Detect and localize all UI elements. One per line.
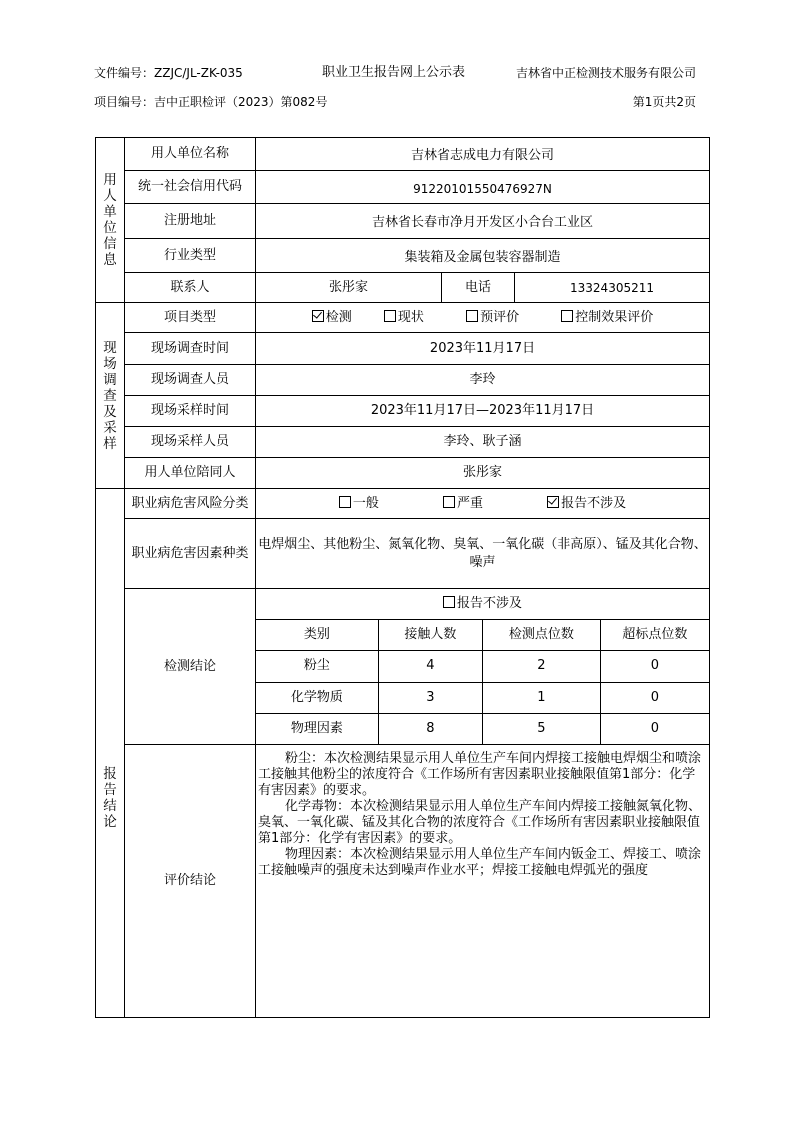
page-indicator: 第1页共2页 [632,95,696,109]
company-name: 吉林省中正检测技术服务有限公司 [515,66,696,80]
risk-classification-options [256,489,710,519]
risk-option-not-involved[interactable]: 报告不涉及 [547,496,626,512]
employer-name: 吉林省志成电力有限公司 [256,138,710,171]
disclosure-table [95,137,710,1018]
hazard-types-label: 职业病危害因素种类 [125,519,256,589]
checkbox-icon [339,496,351,508]
section-report: 报告结论 [96,489,125,1018]
evaluation-conclusion-label: 评价结论 [125,745,256,1018]
sampling-time: 2023年11月17日—2023年11月17日 [256,396,710,427]
phone-label: 电话 [442,273,515,303]
table-row [256,713,709,744]
address-label: 注册地址 [125,204,256,239]
table-header: 接触人数 [378,620,482,651]
project-type-label: 项目类型 [125,303,256,333]
detection-conclusion [256,589,710,745]
section-employer: 用人单位信息 [96,138,125,303]
type-option-detection[interactable]: 检测 [312,310,352,326]
table-cell: 物理因素 [256,713,378,744]
risk-classification-label: 职业病危害风险分类 [125,489,256,519]
escort: 张彤家 [256,458,710,489]
detection-not-involved[interactable]: 报告不涉及 [256,589,709,620]
project-type-options [256,303,710,333]
surveyor-label: 现场调查人员 [125,365,256,396]
sampling-time-label: 现场采样时间 [125,396,256,427]
checkbox-icon [466,310,478,322]
table-header: 类别 [256,620,378,651]
type-option-pre-evaluation[interactable]: 预评价 [466,310,519,326]
contact-label: 联系人 [125,273,256,303]
type-option-status[interactable]: 现状 [384,310,424,326]
evaluation-paragraph: 化学毒物：本次检测结果显示用人单位生产车间内焊接工接触氮氧化物、臭氧、一氧化碳、锰及其化合物的浓度符合《工作场所有害因素职业接触限值第1部分：化学有害因素》的要求。 [258,799,702,846]
table-cell: 化学物质 [256,682,378,713]
document-title: 职业卫生报告网上公示表 [322,65,466,80]
risk-option-severe[interactable]: 严重 [443,496,483,512]
survey-time-label: 现场调查时间 [125,333,256,365]
survey-time: 2023年11月17日 [256,333,710,365]
table-cell: 1 [483,682,601,713]
address: 吉林省长春市净月开发区小合台工业区 [256,204,710,239]
checkbox-icon [443,596,455,608]
industry: 集装箱及金属包装容器制造 [256,239,710,273]
checkbox-icon [384,310,396,322]
evaluation-conclusion [256,745,710,1018]
surveyor: 李玲 [256,365,710,396]
checkbox-icon [561,310,573,322]
table-cell: 2 [483,651,601,682]
table-cell: 粉尘 [256,651,378,682]
table-cell: 4 [378,651,482,682]
project-number: 项目编号：吉中正职检评（2023）第082号 [94,95,328,109]
section-survey: 现场调查及采样 [96,303,125,489]
evaluation-paragraph: 物理因素：本次检测结果显示用人单位生产车间内钣金工、焊接工、喷涂工接触噪声的强度未达到噪声作业水平；焊接工接触电焊弧光的强度 [258,847,702,878]
type-option-control-effect[interactable]: 控制效果评价 [561,310,653,326]
evaluation-paragraph: 粉尘：本次检测结果显示用人单位生产车间内焊接工接触电焊烟尘和喷涂工接触其他粉尘的浓度符合《工作场所有害因素职业接触限值第1部分：化学有害因素》的要求。 [258,751,702,798]
credit-code-label: 统一社会信用代码 [125,171,256,204]
detection-conclusion-label: 检测结论 [125,589,256,745]
table-header: 检测点位数 [483,620,601,651]
employer-name-label: 用人单位名称 [125,138,256,171]
checkbox-checked-icon [547,496,559,508]
table-row [256,651,709,682]
credit-code: 91220101550476927N [256,171,710,204]
checkbox-icon [443,496,455,508]
industry-label: 行业类型 [125,239,256,273]
table-cell: 0 [600,682,709,713]
checkbox-checked-icon [312,310,324,322]
table-cell: 0 [600,713,709,744]
detection-table [256,589,709,744]
sampler-label: 现场采样人员 [125,427,256,458]
table-cell: 8 [378,713,482,744]
table-cell: 3 [378,682,482,713]
risk-option-general[interactable]: 一般 [339,496,379,512]
table-cell: 0 [600,651,709,682]
table-header: 超标点位数 [600,620,709,651]
sampler: 李玲、耿子涵 [256,427,710,458]
table-cell: 5 [483,713,601,744]
escort-label: 用人单位陪同人 [125,458,256,489]
file-number: 文件编号：ZZJC/JL-ZK-035 [94,66,243,80]
hazard-types: 电焊烟尘、其他粉尘、氮氧化物、臭氧、一氧化碳（非高原）、锰及其化合物、噪声 [256,519,710,589]
table-row [256,682,709,713]
phone: 13324305211 [515,273,710,303]
contact: 张彤家 [256,273,442,303]
